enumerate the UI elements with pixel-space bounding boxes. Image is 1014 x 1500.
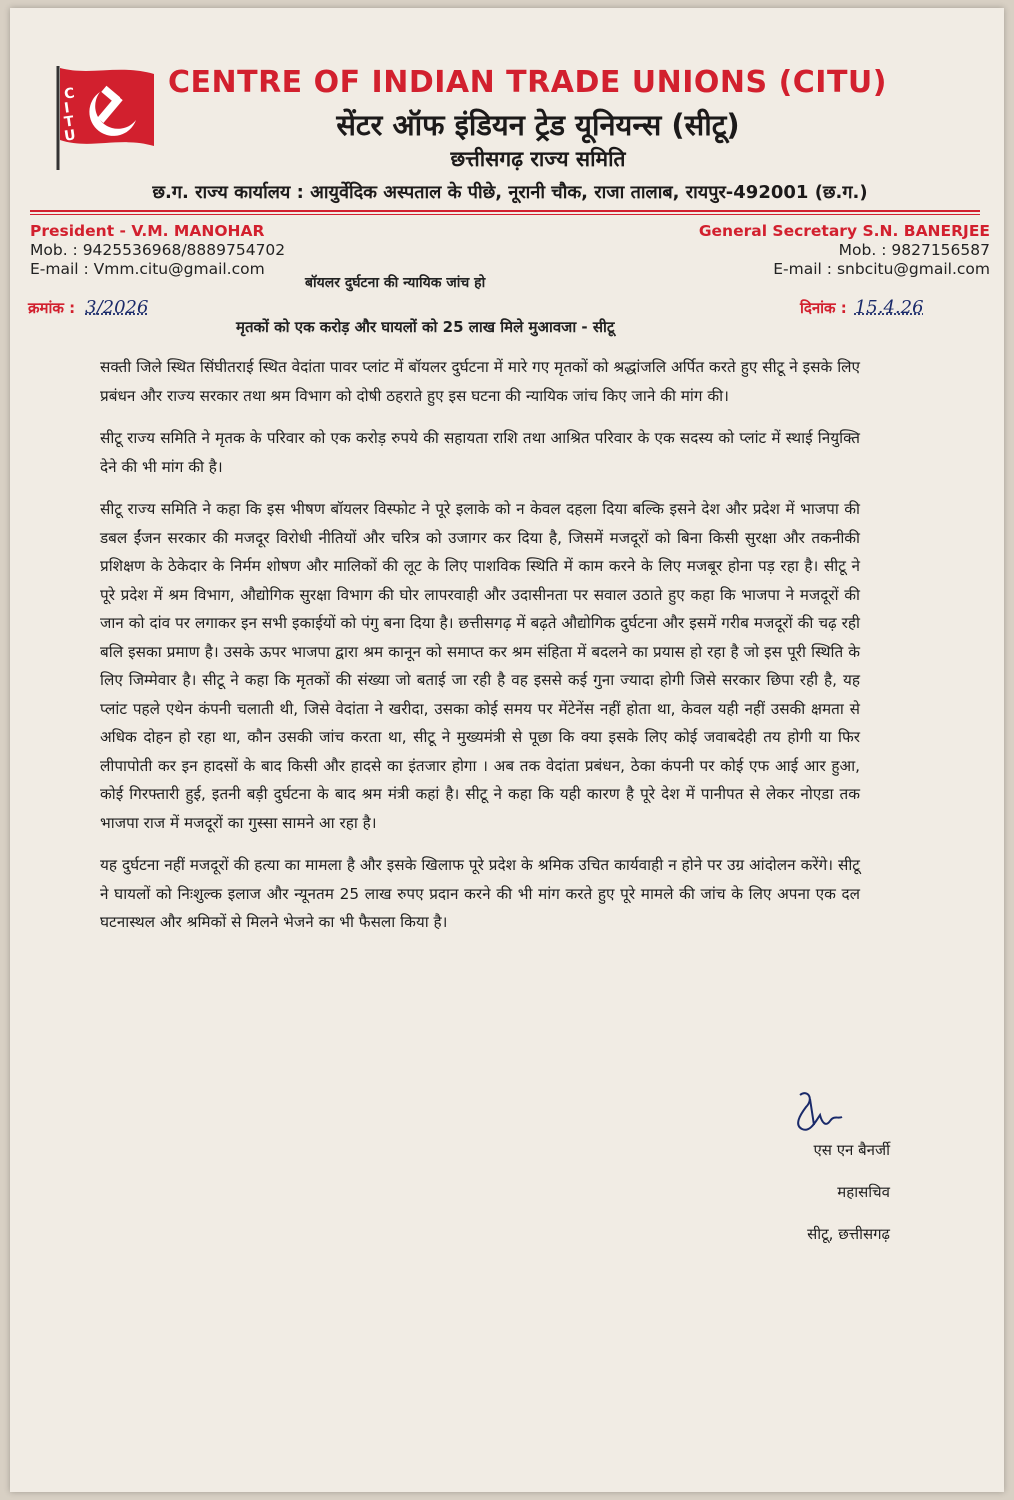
citu-flag-logo-icon xyxy=(50,62,158,172)
svg-text:T: T xyxy=(63,113,75,131)
subject-line-1: बॉयलर दुर्घटना की न्यायिक जांच हो xyxy=(305,275,486,291)
svg-text:I: I xyxy=(63,100,71,117)
secretary-label: General Secretary S.N. BANERJEE xyxy=(698,222,990,240)
svg-text:U: U xyxy=(63,127,77,145)
state-committee: छत्तीसगढ़ राज्य समिति xyxy=(450,147,626,171)
signature-block xyxy=(760,1140,890,1266)
president-mobile: Mob. : 9425536968/8889754702 xyxy=(30,241,286,259)
subject-line-2: मृतकों को एक करोड़ और घायलों को 25 लाख मिले मुआवजा - सीटू xyxy=(236,318,615,336)
org-name-english: CENTRE OF INDIAN TRADE UNIONS (CITU) xyxy=(168,65,888,100)
paragraph: सक्ती जिले स्थित सिंघीतराई स्थित वेदांता पावर प्लांट में बॉयलर दुर्घटना में मारे गए मृतकों को श्रद्धांजलि अर्पित करते हुए सीटू ने इसके लिए प्रबंधन और राज्य सरकार तथा श्रम विभाग को दोषी ठहराते हुए इस घटना की न्यायिक जांच किए जाने की मांग की। xyxy=(100,358,860,405)
date-label: दिनांक : xyxy=(800,299,847,317)
reference-label: क्रमांक : xyxy=(28,299,76,317)
signatory-org: सीटू, छत्तीसगढ़ xyxy=(807,1225,890,1243)
secretary-email: E-mail : snbcitu@gmail.com xyxy=(773,260,990,278)
letter-body xyxy=(100,353,860,951)
signatory-name: एस एन बैनर्जी xyxy=(813,1141,890,1159)
letter-date xyxy=(800,297,924,318)
date-value: 15.4.26 xyxy=(854,297,924,318)
president-contact xyxy=(30,222,285,279)
secretary-contact xyxy=(699,222,990,279)
president-label: President - V.M. MANOHAR xyxy=(30,222,265,240)
paragraph: यह दुर्घटना नहीं मजदूरों की हत्या का मामला है और इसके खिलाफ पूरे प्रदेश के श्रमिक उचित कार्यवाही न होने पर उग्र आंदोलन करेंगे। सीटू ने घायलों को निःशुल्क इलाज और न्यूनतम 25 लाख रुपए प्रदान करने की भी मांग करते हुए पूरे मामले की जांच के लिए अपना एक दल घटनास्थल और श्रमिकों से मिलने भेजने का भी फैसला किया है। xyxy=(100,856,860,931)
handwritten-signature-icon xyxy=(780,1085,860,1145)
office-address: छ.ग. राज्य कार्यालय : आयुर्वेदिक अस्पताल के पीछे, नूरानी चौक, राजा तालाब, रायपुर-492001 (छ.ग.) xyxy=(152,182,868,203)
svg-text:C: C xyxy=(63,85,76,103)
paragraph: सीटू राज्य समिति ने कहा कि इस भीषण बॉयलर विस्फोट ने पूरे इलाके को न केवल दहला दिया बल्कि इसने देश और प्रदेश में भाजपा की डबल ईंजन सरकार की मजदूर विरोधी नीतियों और चरित्र को उजागर कर दिया है, जिसमें मजदूरों को बिना किसी सुरक्षा और तकनीकी प्रशिक्षण के ठेकेदार के निर्मम शोषण और मालिकों की लूट के लिए पाशविक स्थिति में काम करने के लिए मजबूर होना पड़ रहा है। सीटू ने पूरे प्रदेश में श्रम विभाग, औद्योगिक सुरक्षा विभाग की घोर लापरवाही और उदासीनता पर सवाल उठाते हुए कहा कि भाजपा ने मजदूरों की जान को दांव पर लगाकर इन सभी इकाईयों को पंगु बना दिया है। छत्तीसगढ़ में बढ़ते औद्योगिक दुर्घटना और इसमें गरीब मजदूरों की चढ़ रही बलि इसका प्रमाण है। उसके ऊपर भाजपा द्वारा श्रम कानून को समाप्त कर श्रम संहिता में बदलने का प्रयास हो रहा है जो इस पूरी स्थिति के लिए जिम्मेवार है। सीटू ने कहा कि मृतकों की संख्या जो बताई जा रही है वह इससे कई गुना ज्यादा होगी जिसे सरकार छिपा रही है, यह प्लांट पहले एथेन कंपनी चलाती थी, जिसे वेदांता ने खरीदा, उसका कोई समय पर मेंटेनेंस नहीं होता था, केवल यही नहीं उसकी क्षमता से अधिक दोहन हो रहा था, कौन उसकी जांच करता था, सीटू ने मुख्यमंत्री से पूछा कि क्या इसके लिए कोई जवाबदेही तय होगी या फिर लीपापोती कर इन हादसों के बाद किसी और हादसे का इंतजार होगा । अब तक वेदांता प्रबंधन, ठेका कंपनी पर कोई एफ आई आर हुआ, कोई गिरफ्तारी हुई, इतनी बड़ी दुर्घटना के बाद श्रम मंत्री कहां है। सीटू ने कहा कि यही कारण है पूरे देश में पानीपत से लेकर नोएडा तक भाजपा राज में मजदूरों का गुस्सा सामने आ रहा है। xyxy=(100,500,861,832)
president-email: E-mail : Vmm.citu@gmail.com xyxy=(30,260,265,278)
header-divider-thin xyxy=(30,214,980,215)
org-name-hindi: सेंटर ऑफ इंडियन ट्रेड यूनियन्स (सीटू) xyxy=(336,108,740,142)
signatory-title: महासचिव xyxy=(837,1183,890,1201)
reference-value: 3/2026 xyxy=(85,297,149,318)
reference-number xyxy=(28,297,148,318)
secretary-mobile: Mob. : 9827156587 xyxy=(838,241,990,259)
paragraph: सीटू राज्य समिति ने मृतक के परिवार को एक करोड़ रुपये की सहायता राशि तथा आश्रित परिवार के एक सदस्य को प्लांट में स्थाई नियुक्ति देने की भी मांग की है। xyxy=(100,429,860,476)
header-divider xyxy=(30,210,980,212)
